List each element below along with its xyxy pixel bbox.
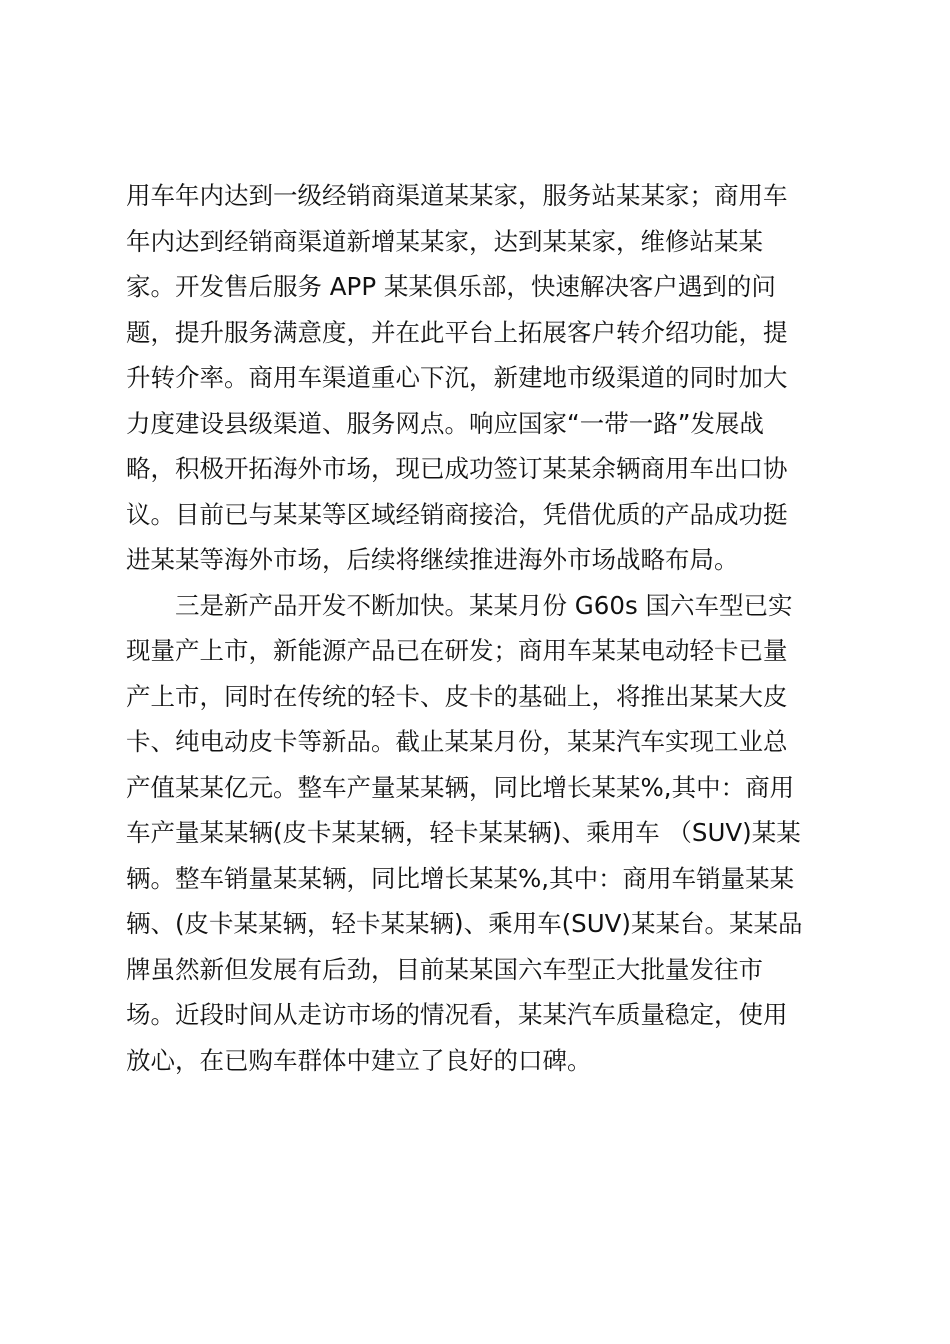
text-line: 场。近段时间从走访市场的情况看，某某汽车质量稳定，使用: [126, 1000, 788, 1029]
text-line: 力度建设县级渠道、服务网点。响应国家“一带一路”发展战: [126, 408, 764, 438]
text-line: 辆、(皮卡某某辆，轻卡某某辆)、乘用车(SUV)某某台。某某品: [126, 909, 803, 938]
text-line: 产上市，同时在传统的轻卡、皮卡的基础上，将推出某某大皮: [126, 681, 788, 711]
text-line: 议。目前已与某某等区域经销商接洽，凭借优质的产品成功挺: [126, 499, 788, 529]
text-line: 卡、纯电动皮卡等新品。截止某某月份，某某汽车实现工业总: [126, 727, 788, 756]
text-line: 车产量某某辆(皮卡某某辆，轻卡某某辆)、乘用车 （SUV)某某: [126, 818, 801, 847]
text-line: 产值某某亿元。整车产量某某辆，同比增长某某%,其中：商用: [126, 772, 795, 802]
paragraph-new-products: [126, 583, 826, 1084]
document-body: [126, 173, 826, 1083]
text-line: 三是新产品开发不断加快。某某月份 G60s 国六车型已实: [175, 590, 793, 620]
text-line: 家。开发售后服务 APP 某某俱乐部，快速解决客户遇到的问: [126, 272, 776, 301]
paragraph-channels: [126, 173, 826, 583]
text-line: 用车年内达到一级经销商渠道某某家，服务站某某家；商用车: [126, 181, 788, 210]
text-line: 辆。整车销量某某辆，同比增长某某%,其中：商用车销量某某: [126, 863, 795, 893]
text-line: 进某某等海外市场，后续将继续推进海外市场战略布局。: [126, 545, 739, 574]
text-line: 题，提升服务满意度，并在此平台上拓展客户转介绍功能，提: [126, 317, 788, 347]
text-line: 略，积极开拓海外市场，现已成功签订某某余辆商用车出口协: [126, 454, 788, 483]
text-line: 升转介率。商用车渠道重心下沉，新建地市级渠道的同时加大: [126, 363, 788, 392]
text-line: 牌虽然新但发展有后劲，目前某某国六车型正大批量发往市: [126, 954, 763, 984]
text-line: 现量产上市，新能源产品已在研发；商用车某某电动轻卡已量: [126, 636, 788, 665]
text-line: 放心，在已购车群体中建立了良好的口碑。: [126, 1045, 592, 1075]
text-line: 年内达到经销商渠道新增某某家，达到某某家，维修站某某: [126, 226, 763, 256]
